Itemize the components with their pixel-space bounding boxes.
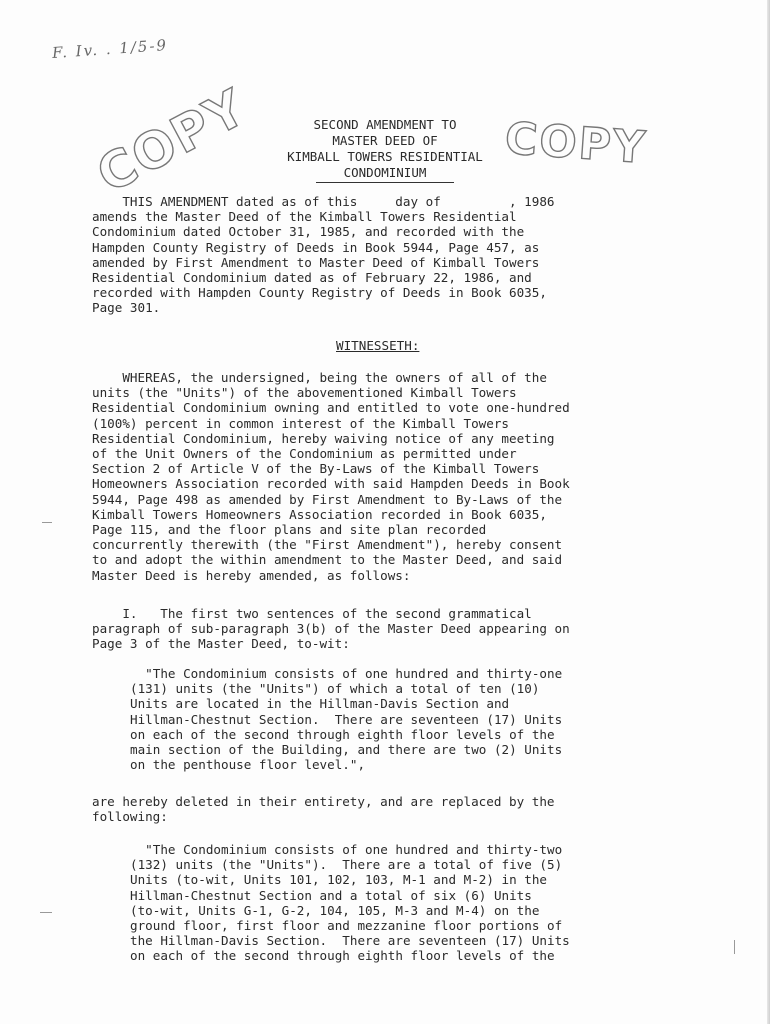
scan-mark-left-1 [42,522,52,523]
handwritten-note: F. Iv. . 1/5-9 [51,35,169,63]
section-i-paragraph: I. The first two sentences of the second grammatical paragraph of sub-paragraph 3(b) of the Master Deed appearing on Page 3 of the Master Deed, to-wit: [92,606,570,652]
copy-stamp-left: COPY [87,77,257,205]
title-line-1: SECOND AMENDMENT TO [313,117,457,132]
title-line-4: CONDOMINIUM [316,165,455,183]
quoted-original-text: "The Condominium consists of one hundred and thirty-one (131) units (the "Units") of which a total of ten (10) Units are located in the Hillman-Davis Section and Hillman-Chestnut Section. There are seventeen (17) Units on each of the second through eighth floor levels of the main section of the Building, and there are two (2) Units on the penthouse floor level.", [130,666,563,773]
scan-mark-right [734,940,735,954]
scan-mark-left-2 [40,912,52,913]
quoted-replacement-text: "The Condominium consists of one hundred and thirty-two (132) units (the "Units"). There are a total of five (5) Units (to-wit, Units 101, 102, 103, M-1 and M-2) in the Hillman-Chestnut Section and a total of six (6) Units (to-wit, Units G-1, G-2, 104, 105, M-3 and M-4) on the ground floor, first floor and mezzanine floor portions of the Hillman-Davis Section. There are seventeen (17) Units on each of the second through eighth floor levels of the [130,842,570,964]
copy-stamp-right: COPY [503,113,649,174]
witnesseth-heading: WITNESSETH: [336,338,420,353]
title-line-3: KIMBALL TOWERS RESIDENTIAL [287,149,483,164]
document-title [240,117,530,183]
whereas-paragraph: WHEREAS, the undersigned, being the owners of all of the units (the "Units") of the abovementioned Kimball Towers Residential Condominium owning and entitled to vote one-hundred (100%) percent in common interest of the Kimball Towers Residential Condominium, hereby waiving notice of any meeting of the Unit Owners of the Condominium as permitted under Section 2 of Article V of the By-Laws of the Kimball Towers Homeowners Association recorded with said Hampden Deeds in Book 5944, Page 498 as amended by First Amendment to By-Laws of the Kimball Towers Homeowners Association recorded in Book 6035, Page 115, and the floor plans and site plan recorded concurrently therewith (the "First Amendment"), hereby consent to and adopt the within amendment to the Master Deed, and said Master Deed is hereby amended, as follows: [92,370,570,583]
opening-paragraph: THIS AMENDMENT dated as of this day of , 1986 amends the Master Deed of the Kimball Towers Residential Condominium dated October 31, 1985, and recorded with the Hampden County Registry of Deeds in Book 5944, Page 457, as amended by First Amendment to Master Deed of Kimball Towers Residential Condominium dated as of February 22, 1986, and recorded with Hampden County Registry of Deeds in Book 6035, Page 301. [92,194,555,316]
replacement-paragraph: are hereby deleted in their entirety, and are replaced by the following: [92,794,555,825]
title-line-2: MASTER DEED OF [332,133,438,148]
